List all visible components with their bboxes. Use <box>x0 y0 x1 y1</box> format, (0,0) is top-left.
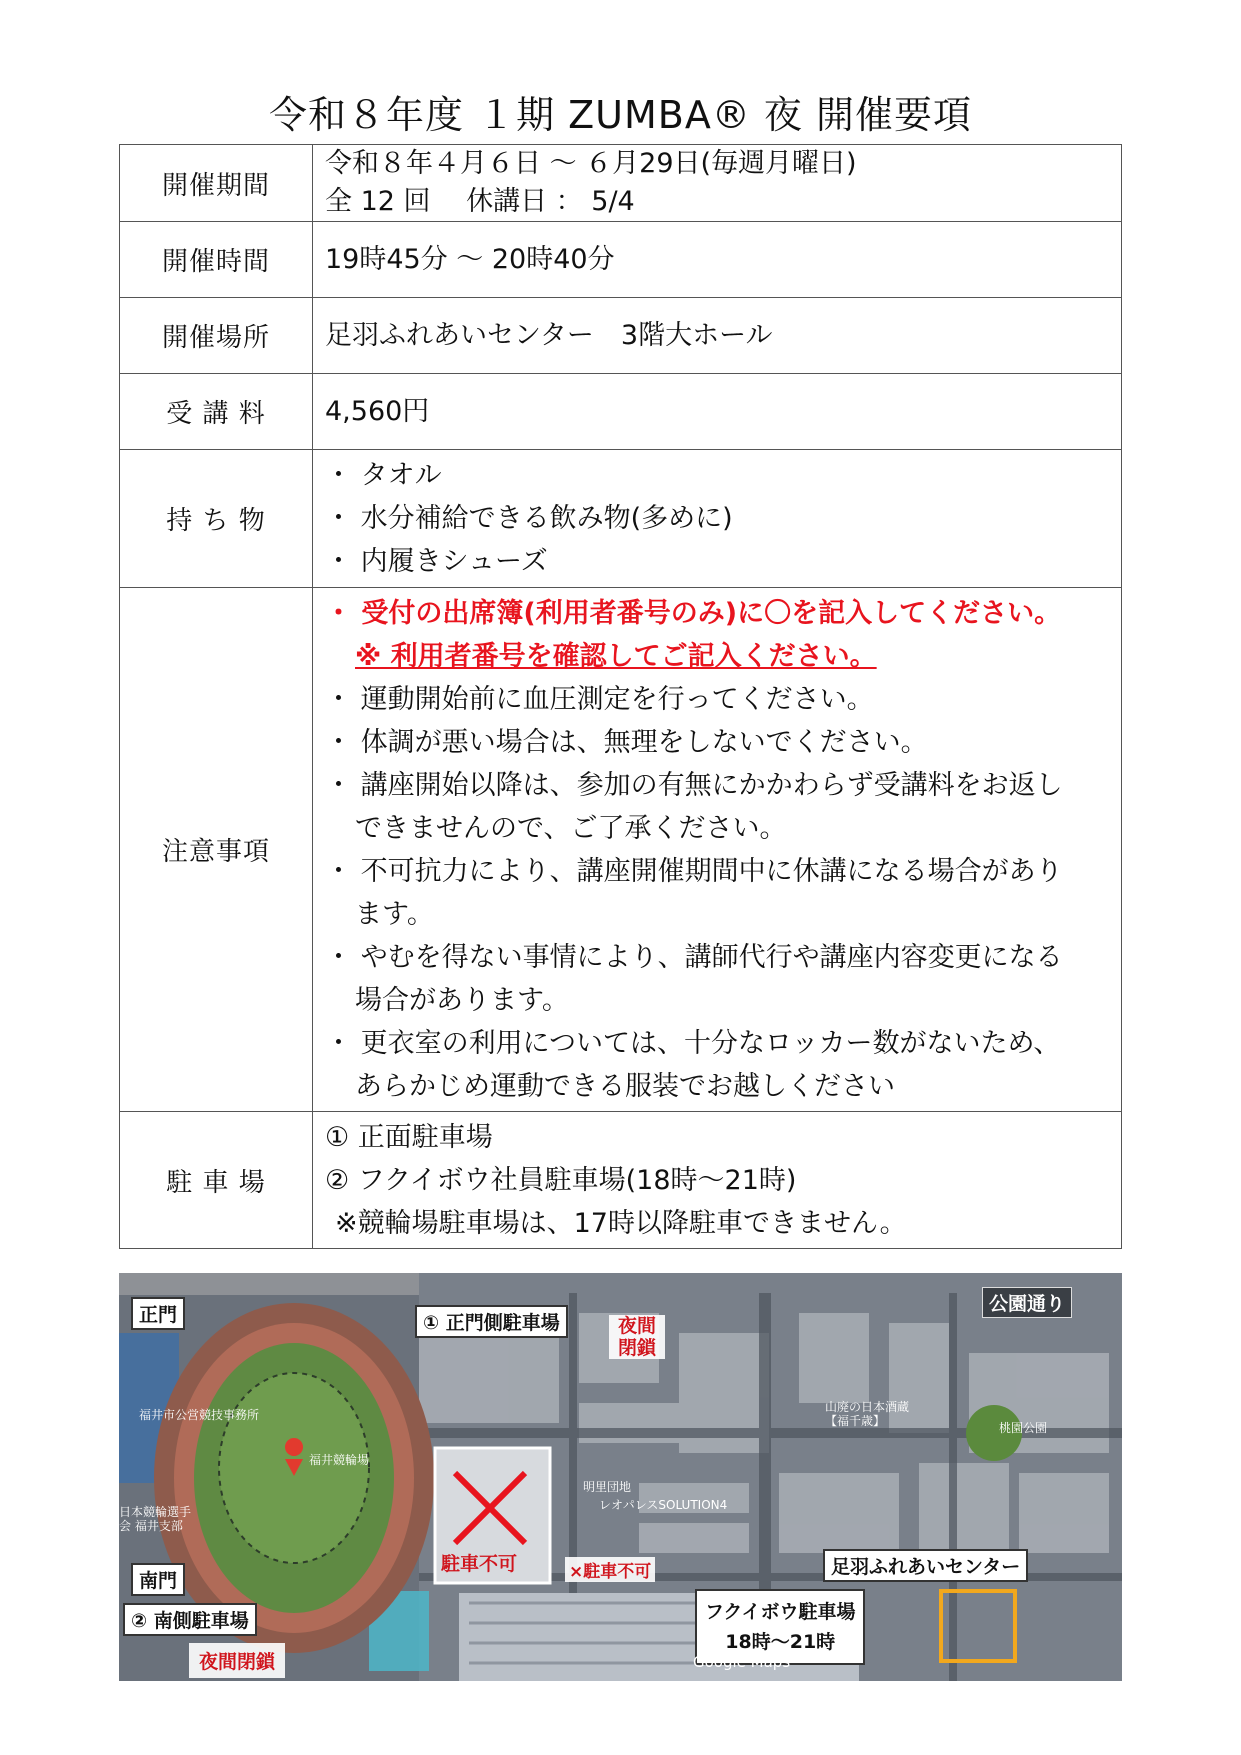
note-locker: ・ 更衣室の利用については、十分なロッカー数がないため、 <box>325 1027 1061 1059</box>
label-place: 開催場所 <box>120 298 313 374</box>
value-fee: 4,560円 <box>313 374 1122 450</box>
value-parking <box>313 1112 1122 1249</box>
note-force-majeure-cont: ます。 <box>355 898 434 930</box>
label-period: 開催期間 <box>120 145 313 222</box>
tag-no-park-small: ×駐車不可 <box>565 1557 655 1582</box>
row-place <box>120 298 1122 374</box>
poi-union-1: 日本競輪選手 <box>119 1505 192 1519</box>
parking-front: ① 正面駐車場 <box>325 1121 493 1153</box>
parking-map <box>119 1273 1122 1681</box>
label-notes: 注意事項 <box>120 588 313 1112</box>
label-items: 持 ち 物 <box>120 450 313 588</box>
row-period <box>120 145 1122 222</box>
tag-no-park-big: 駐車不可 <box>441 1553 518 1575</box>
note-instructor-cont: 場合があります。 <box>355 984 569 1016</box>
tag-fukuibo-hours: 18時～21時 <box>725 1631 836 1653</box>
tag-fukuibo-name: フクイボウ駐車場 <box>705 1601 856 1623</box>
poi-office: 福井市公営競技事務所 <box>139 1408 260 1422</box>
note-refund-cont: できませんので、ご了承ください。 <box>355 812 787 844</box>
note-force-majeure: ・ 不可抗力により、講座開催期間中に休講になる場合があり <box>325 855 1063 887</box>
google-maps-logo: Google Maps <box>693 1653 791 1671</box>
poi-sake-2: 【福千歳】 <box>825 1414 886 1428</box>
label-fee: 受 講 料 <box>120 374 313 450</box>
tag-nanmon: 南門 <box>131 1563 185 1596</box>
tag-seimon: 正門 <box>131 1297 185 1330</box>
value-notes <box>313 588 1122 1112</box>
info-table <box>119 144 1122 1249</box>
poi-union <box>119 1505 191 1533</box>
note-attendance-sub <box>325 635 1109 678</box>
parking-fukuibo: ② フクイボウ社員駐車場(18時～21時) <box>325 1164 797 1196</box>
tag-center: 足羽ふれあいセンター <box>823 1549 1028 1582</box>
value-place: 足羽ふれあいセンター 3階大ホール <box>313 298 1122 374</box>
tag-night-closed-2: 夜間閉鎖 <box>189 1643 285 1678</box>
note-attendance: ・ 受付の出席簿(利用者番号のみ)に〇を記入してください。 <box>325 597 1062 629</box>
poi-leopalace: レオパレスSOLUTION4 <box>599 1498 728 1512</box>
tag-park2: ② 南側駐車場 <box>123 1603 257 1636</box>
tag-night-closed-1: 夜間 閉鎖 <box>609 1315 665 1359</box>
note-refund: ・ 講座開始以降は、参加の有無にかかわらず受講料をお返し <box>325 769 1063 801</box>
row-parking <box>120 1112 1122 1249</box>
period-count: 全 12 回 休講日 ： 5/4 <box>325 186 635 217</box>
row-items <box>120 450 1122 588</box>
row-notes <box>120 588 1122 1112</box>
poi-sake-1: 山廃の日本酒蔵 <box>825 1400 910 1414</box>
parking-note: ※競輪場駐車場は、17時以降駐車できません。 <box>335 1207 907 1239</box>
label-time: 開催時間 <box>120 222 313 298</box>
note-locker-cont: あらかじめ運動できる服装でお越しください <box>355 1070 895 1102</box>
note-blood-pressure: ・ 運動開始前に血圧測定を行ってください。 <box>325 683 874 715</box>
poi-track: 福井競輪場 <box>309 1453 370 1467</box>
poi-union-2: 会 福井支部 <box>119 1519 183 1533</box>
tag-park1: ① 正門側駐車場 <box>415 1305 568 1338</box>
page-title: 令和８年度 １期 ZUMBA® 夜 開催要項 <box>268 93 972 137</box>
label-parking: 駐 車 場 <box>120 1112 313 1249</box>
row-fee <box>120 374 1122 450</box>
tag-koen-dori: 公園通り <box>982 1287 1072 1318</box>
poi-park: 桃園公園 <box>999 1421 1048 1435</box>
note-attendance-sub-text: ※ 利用者番号を確認してご記入ください。 <box>355 640 877 672</box>
note-condition: ・ 体調が悪い場合は、無理をしないでください。 <box>325 726 928 758</box>
item-towel: ・ タオル <box>325 460 442 491</box>
value-items <box>313 450 1122 588</box>
poi-sake <box>825 1400 909 1428</box>
item-shoes: ・ 内履きシューズ <box>325 546 548 577</box>
row-time <box>120 222 1122 298</box>
period-dates: 令和８年４月６日 ～ ６月29日(毎週月曜日) <box>325 148 857 179</box>
value-period <box>313 145 1122 222</box>
note-instructor: ・ やむを得ない事情により、講師代行や講座内容変更になる <box>325 941 1063 973</box>
poi-meiri: 明里団地 <box>583 1480 632 1494</box>
value-time: 19時45分 ～ 20時40分 <box>313 222 1122 298</box>
item-drink: ・ 水分補給できる飲み物(多めに) <box>325 503 733 534</box>
